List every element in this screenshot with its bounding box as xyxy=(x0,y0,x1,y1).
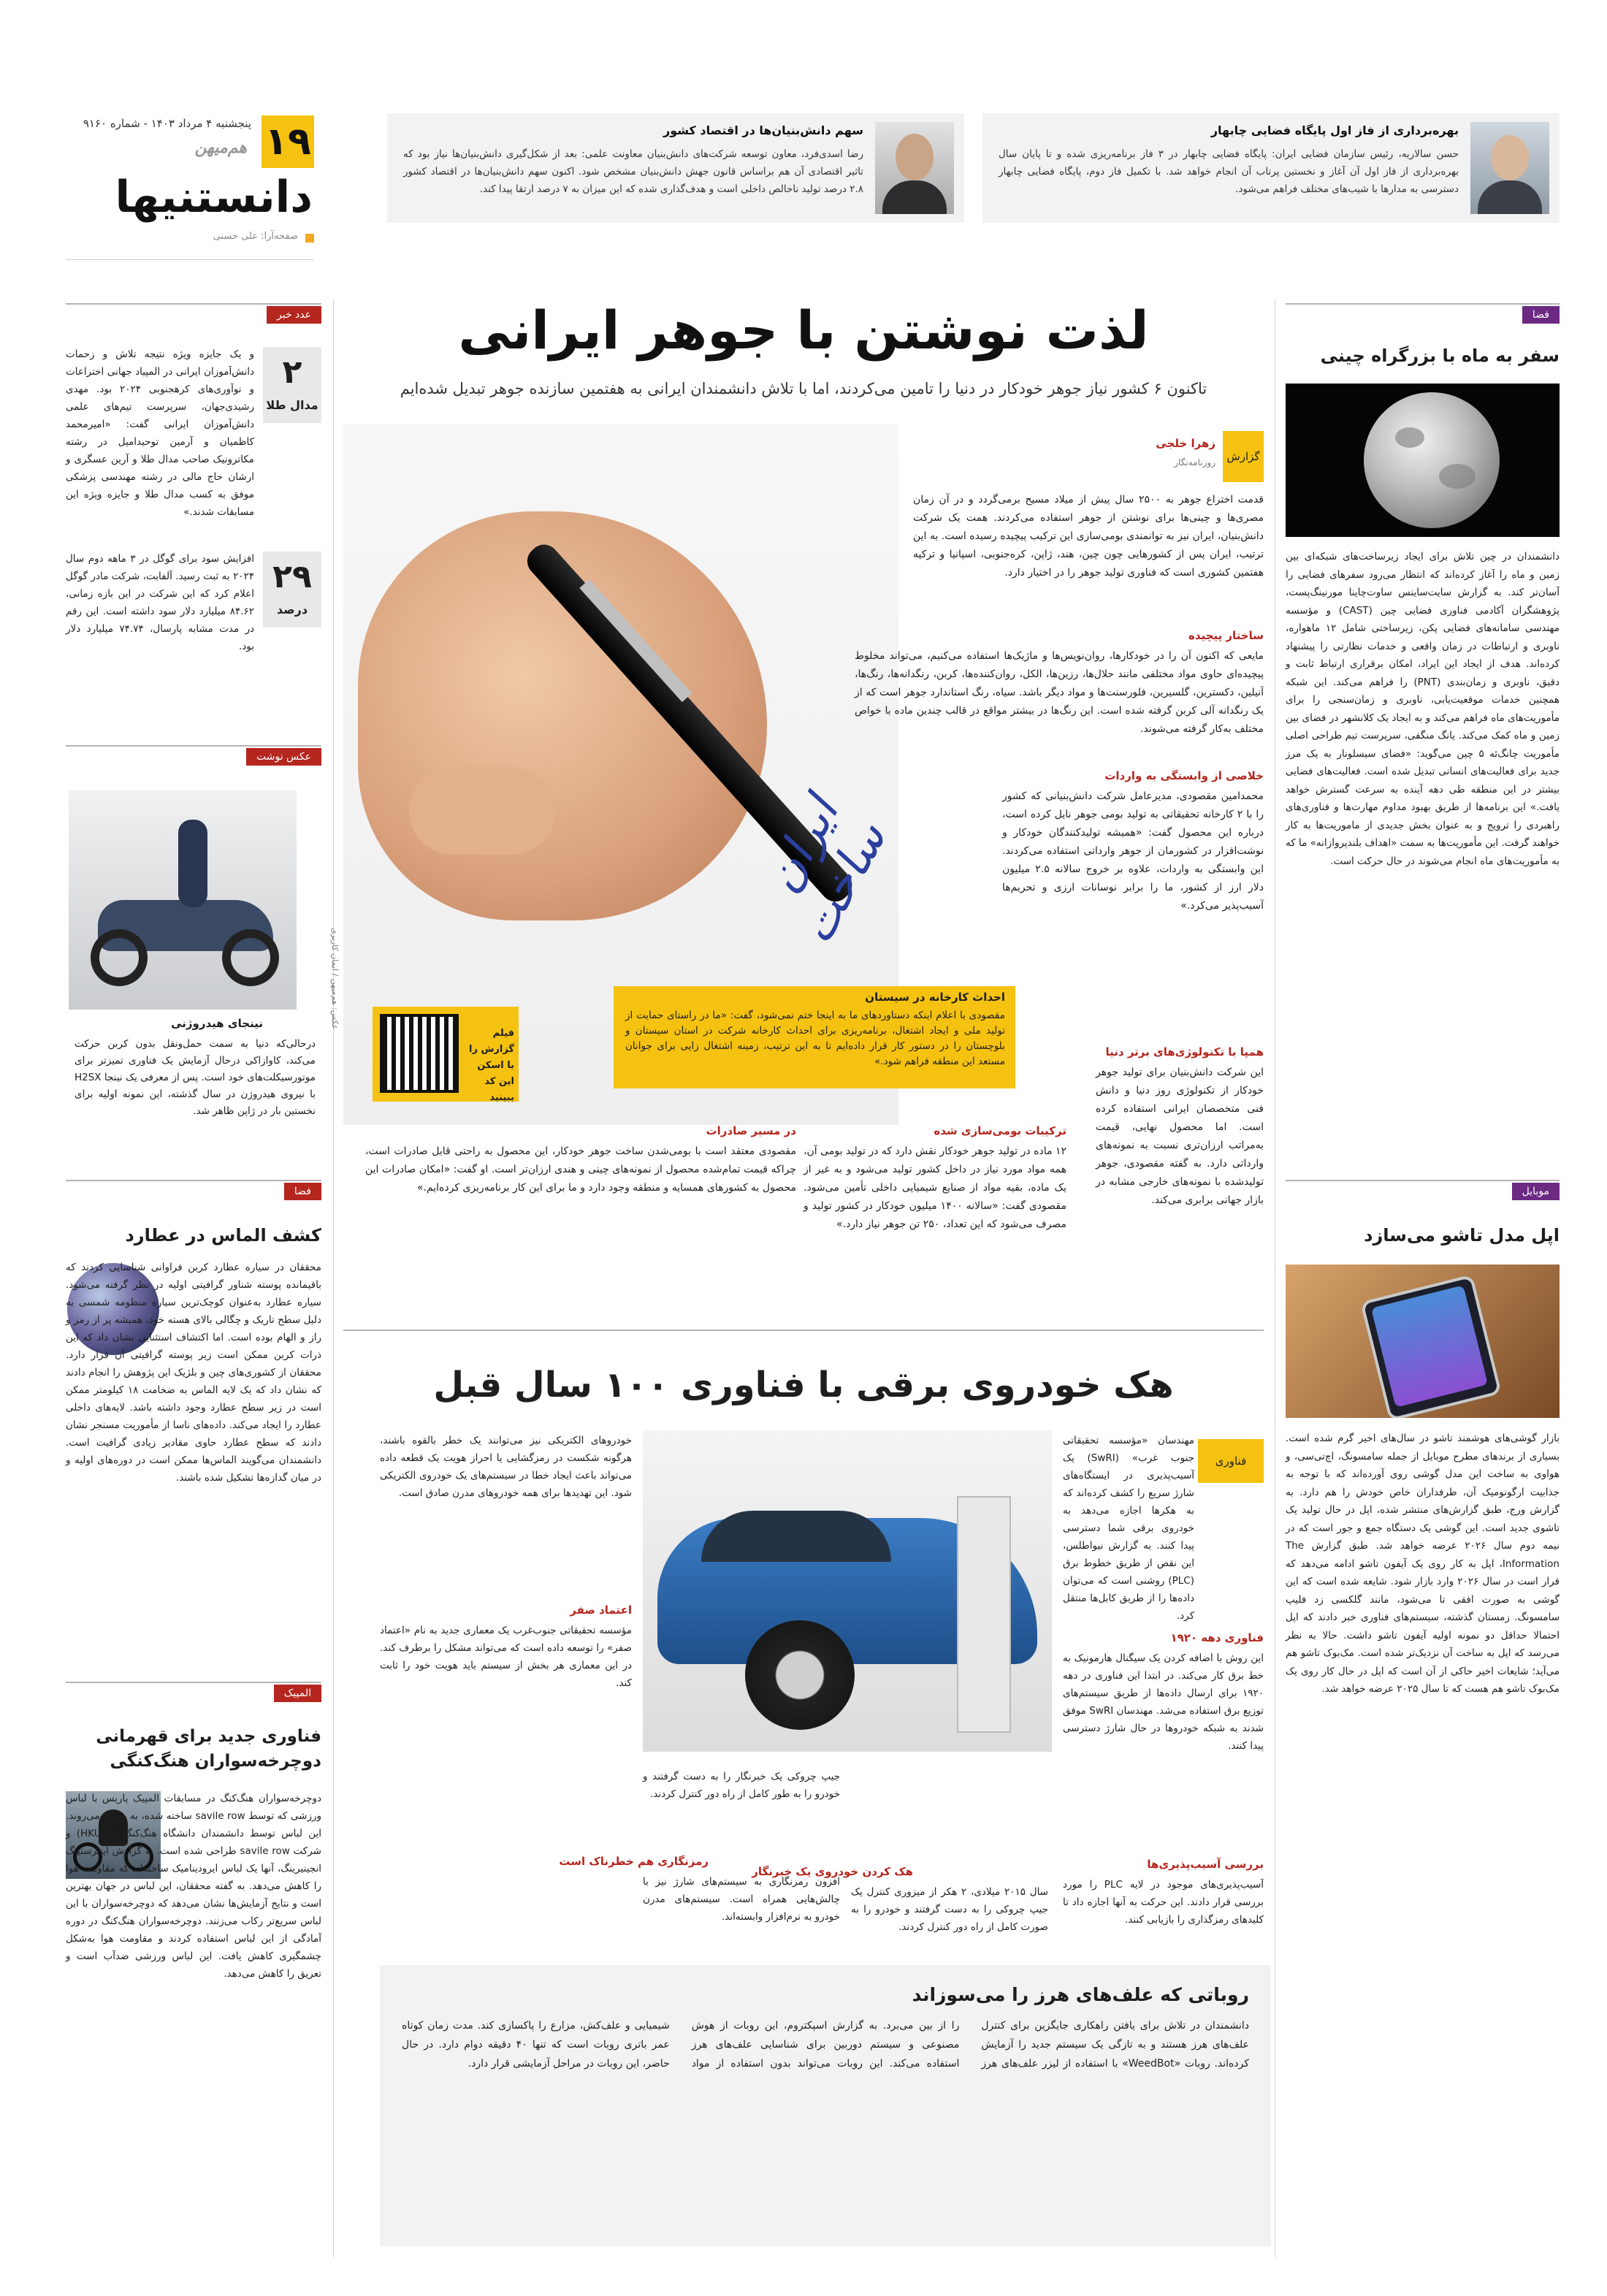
ev-section-title: فناوری دهه ۱۹۲۰ xyxy=(1170,1631,1264,1644)
ev-headline: هک خودروی برقی با فناوری ۱۰۰ سال قبل xyxy=(433,1365,1174,1406)
left-column-rule xyxy=(333,300,334,2257)
qr-code[interactable] xyxy=(380,1014,459,1093)
ev-section-title: اعتماد صفر xyxy=(570,1603,632,1617)
mercury-body: محققان در سیاره عطارد کربن فراوانی شناسایی کردند که باقیمانده پوسته شناور گرافیتی اولیه در نظر گرفته می‌شود. سیاره عطارد به‌عنوان کوچک‌ترین سیاره منظومه شمسی به دلیل سطح تاریک و چگالی بالای هسته خود، همیشه پر از رمز و راز و الهام بوده است. اما اکتشاف استثنایی نشان داد که این ذرات کربن ممکن است زیر پوسته گرافیتی آن قرار دارد. محققان از کشوری‌های چین و بلژیک این پژوهش را انجام دادند که نشان داد که یک لایه الماس به ضخامت ۱۸ کیلومتر ممکن است در زیر سطح عطارد وجود داشته باشد. لایه‌های داخلی عطارد را ایجاد می‌کند. داده‌های ناسا از مأموریت مسنجر نشان دادند که سطح عطارد حاوی مقادیر زیادی گرافیت است. دانشمندان می‌گویند الماس‌ها ممکن است در دوره‌های اولیه و در میان گدازه‌ها تشکیل شده باشند. xyxy=(66,1262,321,1484)
ev-intro: مهندسان «مؤسسه تحقیقاتی جنوب غرب» (SwRI) یک آسیب‌پذیری در ایستگاه‌های شارژ سریع را کشف کرده‌اند که به هکرها اجازه می‌دهد به خودروی برقی شما دسترسی پیدا کنند. به گزارش نیواطلس، این نقص از طریق خطوط برق (PLC) روشنی است که می‌توان داده‌ها را از طریق کابل‌ها منتقل کرد. xyxy=(1063,1435,1194,1622)
ink-section-title: ساختار پیچیده xyxy=(1188,629,1264,642)
number-value: ۲۹ xyxy=(263,552,321,603)
number-unit: مدال طلا xyxy=(263,398,321,423)
phone-tag: موبایل xyxy=(1512,1183,1560,1200)
cycling-rule xyxy=(66,1682,321,1683)
photo-news-tag: عکس نوشت xyxy=(246,748,321,766)
ev-col-b: جیپ چروکی یک خبرنگار را به دست گرفتند و خودرو را به طور کامل از راه دور کنترل کردند. xyxy=(643,1771,840,1800)
number-value: ۲ xyxy=(263,347,321,398)
mercury-rule xyxy=(66,1180,321,1181)
ev-section-title: هک کردن خودروی یک خبرنگار xyxy=(752,1865,913,1878)
ev-car-photo xyxy=(643,1430,1052,1752)
phone-body: بازار گوشی‌های هوشمند تاشو در سال‌های اخیر گرم شده است. بسیاری از برندهای مطرح موبایل از جمله سامسونگ، اچ‌تی‌سی، و هواوی به ساخت این مدل گوشی روی آورده‌اند که با توجه به جذابیت ارگونومیک آن، طرفداران خاص خودش را هم دارد. به گزارش ورج، طبق گزارش‌های منتشر شده، اپل در حال تولید یک تاشوی جدید است. این گوشی یک دستگاه جمع و جور است که در نیمه دوم سال ۲۰۲۶ عرضه خواهد شد. طبق گزارش The Information، اپل به کار روی یک آیفون تاشو ادامه می‌دهد که قرار است در سال ۲۰۲۶ وارد بازار شود. شایعه شده است که این گوشی به صورت افقی تا می‌شود، مانند گلکسی زد فلیپ سامسونگ. زمستان گذشته، سیستم‌های فناوری خبر دادند که اپل احتمالا حداقل دو نمونه اولیه آیفون تاشو داشت. حالا به نظر می‌رسد که اپل به ساخت آن نزدیک‌تر شده است. مک‌بوک تاشو هم می‌آید؛ شایعات اخیر حاکی از آن است که اپل در حال کار روی یک مک‌بوک تاشو هم هست که تا سال ۲۰۲۵ عرضه خواهد شد. xyxy=(1286,1433,1560,1695)
page-number: ۱۹ xyxy=(262,115,314,168)
callout-text: مقصودی با اعلام اینکه دستاوردهای ما به اینجا ختم نمی‌شود، گفت: «ما در راستای حمایت از تولید ملی و ایجاد اشتغال، برنامه‌ریزی برای احداث کارخانه شرکت در استان سیستان و بلوچستان را در دستور کار قرار داده‌ایم تا به این ترتیب، زمینه اشتغال زایی برای جوانان مستعد این منطقه فراهم شود.» xyxy=(625,1010,1005,1067)
ev-section-text: مؤسسه تحقیقاتی جنوب‌غرب یک معماری جدید به نام «اعتماد صفر» را توسعه داده است که می‌تواند مشکل را برطرف کند. در این معماری هر بخش از سیستم باید هویت خود را ثابت کند. xyxy=(380,1625,632,1689)
callout-title: احداث کارخانه در سیستان xyxy=(865,991,1005,1004)
ev-kicker: فناوری xyxy=(1198,1439,1264,1483)
number-text: و یک جایزه ویژه نتیجه تلاش و زحمات دانش‌آموزان ایرانی در المپیاد جهانی اختراعات و نوآوری‌های کرهجنوبی ۲۰۲۴ بود. مهدی رشیدی‌جهان، سرپرست تیم‌های علمی دانش‌آموزان ایرانی گفت: «امیرمحمد کاظمیان و آرمین توحیدامیل در رشته مکاترونیک صاحب مدال طلا و آرین عسگری و ارشان حاج مالی در رشته مهندسی پزشکی موفق به کسب مدال طلا و جایزه ویژه این مسابقات شدند.» xyxy=(66,348,254,518)
masthead xyxy=(66,110,314,256)
ink-section-title: در مسیر صادرات xyxy=(706,1124,796,1137)
photo-credit: عکس: هم‌میهن / ایمان کاربری xyxy=(330,928,340,1030)
author-role: روزنامه‌نگار xyxy=(1174,457,1215,468)
moon-photo xyxy=(1286,384,1560,537)
photo-news-caption: درحالی‌که دنیا به سمت حمل‌ونقل بدون کربن حرکت می‌کند، کاوازاکی درحال آزمایش یک فناوری تمیزتر برای موتورسیکلت‌های خود است. پس از معرفی یک نینجا H2SX با نیروی هیدروژن در سال گذشته، این نمونه اولیه برای نخستین بار در ژاپن ظاهر شد. xyxy=(75,1038,316,1117)
ink-section-text: ۱۲ ماده در تولید جوهر خودکار نقش دارد که در تولید بومی آن، همه مواد مورد نیاز در داخل کشور تولید می‌شود و به غیر از یک ماده، بقیه مواد از صنایع شیمیایی داخلی تأمین می‌شود. مقصودی گفت: «سالانه ۱۴۰۰ میلیون خودکار در کشور تولید و مصرف می‌شود که این تعداد، ۲۵۰ تن جوهر نیاز دارد.» xyxy=(804,1145,1066,1230)
photo-news-rule xyxy=(66,745,321,747)
numbers-box xyxy=(66,303,321,698)
ink-section-title: خلاصی از وابستگی به واردات xyxy=(1104,769,1264,782)
moon-title: سفر به ماه با بزرگراه چینی xyxy=(1320,346,1560,366)
ev-section-title: بررسی آسیب‌پذیری‌ها xyxy=(1147,1858,1264,1871)
ev-col-a: خودروهای الکتریکی نیز می‌توانند یک خطر بالقوه باشند، هرگونه شکست در رمزگشایی یا احراز هویت یک قطعه داده می‌تواند باعث ایجاد خطا در سیستم‌های یک خودروی الکتریکی شود. این تهدیدها برای همه خودروهای مدرن صادق است. xyxy=(380,1435,632,1499)
qr-label: فیلم گزارش را با اسکن این کد ببینید xyxy=(469,1028,514,1103)
brief-title: سهم دانش‌بنیان‌ها در اقتصاد کشور xyxy=(663,123,863,137)
top-brief-chabahar xyxy=(982,113,1560,223)
weed-robot-body: دانشمندان در تلاش برای یافتن راهکاری جایگزین برای کنترل علف‌های هرز هستند و به تازگی یک سیستم جدید را آزمایش کرده‌اند. روبات «WeedBot» با استفاده از لیزر علف‌های هرز را از بین می‌برد. به گزارش اسپکتروم، این روبات از هوش مصنوعی و سیستم دوربین برای شناسایی علف‌های هرز استفاده می‌کند. این روبات می‌تواند بدون استفاده از مواد شیمیایی و علف‌کش، مزارع را پاکسازی کند. مدت زمان کوتاه عمر باتری روبات است که تنها ۴۰ دقیقه دوام دارد. در حال حاضر، این روبات در مراحل آزمایشی قرار دارد. xyxy=(402,2020,1250,2070)
ev-section-text: این روش با اضافه کردن یک سیگنال هارمونیک به خط برق کار می‌کند. در ابتدا این فناوری در دهه ۱۹۲۰ برای ارسال داده‌ها از طریق سیستم‌های توزیع برق استفاده می‌شد. مهندسان SwRI موفق شدند به شبکه خودروها در حال شارژ دسترسی پیدا کنند. xyxy=(1063,1652,1264,1752)
ink-intro: قدمت اختراع جوهر به ۲۵۰۰ سال پیش از میلاد مسیح برمی‌گردد و در آن زمان مصری‌ها و چینی‌ها برای نوشتن از جوهر استفاده می‌کردند. همت یک شرکت دانش‌بنیان، ایران نیز به توانمندی بومی‌سازی این ترکیب پیچیده رسیده است. به این ترتیب، ایران پس از کشورهایی چون چین، هند، ژاپن، کره‌جنوبی، اسپانیا و ترکیه هفتمین کشوری است که فناوری تولید جوهر را در اختیار دارد. xyxy=(913,494,1264,579)
ink-section-text: محمدامین مقصودی، مدیرعامل شرکت دانش‌بنیانی که کشور را با ۲ کارخانه تحقیقاتی به تولید بومی جوهر نایل کرده است، درباره این محصول گفت: «همیشه تولیدکنندگان خودکار و نوشت‌افزار در کشورمان از جوهر وارداتی استفاده می‌کردند. این وابستگی به واردات، علاوه بر خروج سالانه ۲.۵ میلیون دلار ارز از کشور، ما را برابر نوسانات ارزی و تحریم‌ها آسیب‌پذیر می‌کرد.» xyxy=(1002,790,1264,912)
author: زهرا خلجی xyxy=(1156,437,1215,450)
photo-news-title: نینجای هیدروژنی xyxy=(171,1017,263,1030)
mercury-title: کشف الماس در عطارد xyxy=(125,1225,321,1246)
brief-body: حسن سالاریه، رئیس سازمان فضایی ایران: پایگاه فضایی چابهار در ۳ فاز برنامه‌ریزی شده و تا پایان سال بهره‌برداری از فاز اول آن آغاز و نخستین پرتاب آن انجام خواهد شد. با تکمیل فاز دوم، پایگاه فضایی چابهار دسترسی به مدارها با شیب‌های مختلف فراهم می‌شود. xyxy=(999,148,1459,195)
ink-section-text: این شرکت دانش‌بنیان برای تولید جوهر خودکار از تکنولوژی روز دنیا و دانش فنی متخصصان ایرانی استفاده کرده است. اما محصول نهایی، قیمت به‌مراتب ارزان‌تری نسبت به نمونه‌های وارداتی دارد. به گفته مقصودی، جوهر تولیدشده با نمونه‌های خارجی مشابه در بازار جهانی برابری می‌کند. xyxy=(1096,1067,1264,1206)
ink-section-title: همپا با تکنولوژی‌های برتر دنیا xyxy=(1105,1045,1264,1059)
mercury-tag: فضا xyxy=(284,1183,321,1200)
brief-photo xyxy=(1470,122,1549,214)
kicker: گزارش xyxy=(1223,431,1264,482)
date-line: پنجشنبه ۴ مرداد ۱۴۰۳ - شماره ۹۱۶۰ xyxy=(83,117,251,130)
phone-article xyxy=(1286,1180,1560,2246)
mercury-article xyxy=(66,1180,321,1633)
paper-name: هم‌میهن xyxy=(194,139,247,157)
number-unit: درصد xyxy=(263,603,321,628)
section-marker xyxy=(305,234,314,243)
weed-robot-box xyxy=(380,1965,1271,2246)
ev-section-text: آسیب‌پذیری‌های موجود در لایه PLC را مورد بررسی قرار دادند. این حرکت به آنها اجازه داد تا کلیدهای رمزگذاری را بازیابی کنند. xyxy=(1063,1879,1264,1926)
top-brief-knowledge xyxy=(387,113,964,223)
cycling-body: دوچرخه‌سواران هنگ‌کنگ در مسابقات المپیک پاریس با لباس ورزشی که توسط savile row ساخته شده، به میدان می‌روند. این لباس توسط دانشمندان دانشگاه هنگ‌کنگ (HKUST) و شرکت savile row طراحی شده است. به گزارش اینترستینگ انجینیرینگ، آنها یک لباس ایرودینامیک ساخته‌اند که مقاومت هوا را کاهش می‌دهد. به گفته محققان، این لباس در جهان بهترین است و نتایج آزمایش‌ها نشان می‌دهد که دوچرخه‌سواران با این لباس سریع‌تر رکاب می‌زنند. دوچرخه‌سواران هنگ‌کنگ در دوره آمادگی از این لباس استفاده کردند و مقاومت هوا به‌شکل چشمگیری کاهش یافت. این لباس ورزشی ضدآب است و تعریق را کاهش می‌دهد. xyxy=(66,1793,322,1980)
motorcycle-photo xyxy=(69,790,297,1010)
pen-writing: ایران ساخت xyxy=(755,788,898,953)
qr-box xyxy=(373,1007,519,1102)
ink-section-text: مقصودی معتقد است با بومی‌شدن ساخت جوهر خودکار، این محصول به راحتی قابل صادرات است، چراکه قیمت تمام‌شده محصول از نمونه‌های چینی و هندی ارزان‌تر است. او گفت: «امکان صادرات این محصول به کشورهای همسایه و منطقه وجود دارد و ما برای این کار برنامه‌ریزی کرده‌ایم.» xyxy=(365,1145,796,1194)
ink-headline: لذت نوشتن با جوهر ایرانی xyxy=(458,300,1149,361)
phone-title: اپل مدل تاشو می‌سازد xyxy=(1364,1225,1560,1246)
ev-section-title: رمزنگاری هم خطرناک است xyxy=(559,1855,709,1868)
moon-body: دانشمندان در چین تلاش برای ایجاد زیرساخت‌های شبکه‌ای بین زمین و ماه را آغاز کرده‌اند که انتظار می‌رود سفرهای فضایی را آسان‌تر کند. به گزارش سایت‌ساینس ساوت‌چاینا مورنینگ‌پست، پژوهشگران آکادمی فناوری فضایی چین (CAST) و مؤسسه مهندسی سامانه‌های فضایی پکن، زیرساختی شامل ۱۲ ماهواره، ناوبری و ارتباطات در زمان واقعی و خدمات نظارتی را پیشنهاد کرده‌اند. هدف از ایجاد این ایراد، امکان برقراری ارتباط ثابت و دقیق، ناوبری و زمان‌بندی (PNT) را فراهم می‌کند. این شبکه همچنین خدمات موقعیت‌یابی، ناوبری و زمان‌سنجی را برای مأموریت‌های ماه فراهم می‌کند و به ایجاد یک کلانشهر در فضای بین زمین و ماه کمک می‌کند. یانگ منگفی، سرپرست تیم طراحی اصلی مأموریت چانگ‌ئه ۵ چین می‌گوید: «فضای سیسلونار به یک مرز جدید برای فعالیت‌های انسانی تبدیل شده است. فعالیت‌های فضایی بیشتر در این منطقه طی دهه آینده به سرعت گسترش خواهد یافت.» این برنامه‌ها از طریق بهبود مداوم مهارت‌ها و فناوری‌های راهبردی را ترویج و به عنوان بخش جدیدی از ماموریت‌ها به کار خواهند گرفت. این مأموریت‌ها به سمت «اهداف بلندپروازانه» ما که به مأموریت‌های ماه انجام می‌شوند در حال حرکت است. xyxy=(1286,551,1560,867)
number-text: افزایش سود برای گوگل در ۳ ماهه دوم سال ۲۰۲۴ به ثبت رسید. آلفابت، شرکت مادر گوگل اعلام کرد که این شرکت در این بازه زمانی، ۸۴.۶۲ میلیارد دلار سود داشته است. این رقم در مدت مشابه پارسال، ۷۴.۷۴ میلیارد دلار بود. xyxy=(66,553,254,652)
masthead-divider xyxy=(66,259,314,260)
numbers-tag: عدد خبر xyxy=(267,306,321,324)
photo-news xyxy=(66,745,321,1125)
weed-robot-title: روباتی که علف‌های هرز را می‌سوزاند xyxy=(912,1984,1249,2005)
ink-bottom-rule xyxy=(343,1330,1264,1331)
ink-lead: تاکنون ۶ کشور نیاز جوهر خودکار در دنیا را تامین می‌کردند، اما با تلاش دانشمندان ایرانی به هفتمین سازنده جوهر تبدیل شده‌ایم xyxy=(400,380,1207,397)
ink-callout xyxy=(614,986,1015,1088)
ink-byline xyxy=(1110,431,1264,482)
ev-section-text: افزون رمزنگاری به سیستم‌های شارژ نیز با چالش‌هایی همراه است. سیستم‌های مدرن خودرو به نرم‌افزار وابسته‌اند. xyxy=(643,1876,840,1923)
section-title: دانستنیها xyxy=(115,172,313,223)
ink-section-text: مایعی که اکنون آن را در خودکارها، روان‌نویس‌ها و ماژیک‌ها استفاده می‌کنیم، می‌تواند مخلوط پیچیده‌ای حاوی مواد مختلفی مانند حلال‌ها، رزین‌ها، الکل، روان‌کننده‌ها، کربن، رنگدانه‌ها، رنگ‌ها، آنیلین، دکسترین، گلسیرین، فلورسنت‌ها و مواد دیگر باشد. سیاه، رنگ استاندارد جوهر است که از یک رنگدانه آلی کربن گرفته شده است. این رنگ‌ها در بیشتر مواقع در قالب چندین ماده با خواص مختلف به‌کار گرفته می‌شوند. xyxy=(855,650,1264,735)
editor-credit: صفحه‌آرا: علی حسنی xyxy=(213,231,298,242)
brief-body: رضا اسدی‌فرد، معاون توسعه شرکت‌های دانش‌بنیان معاونت علمی: بعد از شکل‌گیری دانش‌بنیان‌ها نیاز بود که تاثیر اقتصادی آن هم براساس قانون جهش دانش‌بنیان مشخص شود. اکنون سهم دانش‌بنیان‌ها در اقتصاد کشور ۲.۸ درصد تولید ناخالص داخلی است و هدف‌گذاری شده که این میزان به ۷ درصد ارتقا پیدا کند. xyxy=(403,148,863,195)
cycling-article xyxy=(66,1682,321,2244)
cycling-tag: المپیک xyxy=(274,1685,321,1702)
numbers-rule xyxy=(66,303,321,305)
phone-photo xyxy=(1286,1265,1560,1418)
ev-section-text: سال ۲۰۱۵ میلادی، ۲ هکر از میزوری کنترل یک جیپ چروکی را به دست گرفتند و خودرو را به صورت کامل از راه دور کنترل کردند. xyxy=(851,1886,1048,1933)
moon-rule xyxy=(1286,303,1560,305)
brief-photo xyxy=(875,122,954,214)
brief-title: بهره‌برداری از فاز اول پایگاه فضایی چابهار xyxy=(1210,123,1459,137)
ink-section-title: ترکیبات بومی‌سازی شده xyxy=(934,1124,1066,1137)
moon-tag: فضا xyxy=(1522,306,1560,324)
cycling-title: فناوری جدید برای قهرمانی دوچرخه‌سواران هنگ‌کنگی xyxy=(96,1727,321,1771)
moon-article xyxy=(1286,303,1560,1136)
phone-rule xyxy=(1286,1180,1560,1181)
